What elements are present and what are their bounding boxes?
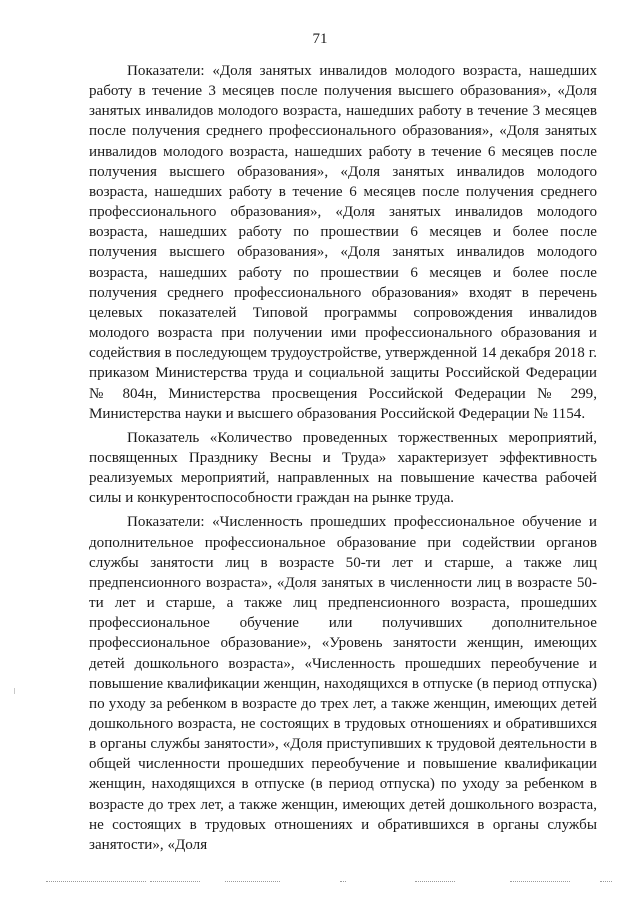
scan-artifact (510, 881, 570, 885)
scan-artifact (46, 881, 146, 885)
paragraph-disabled-youth-indicators: Показатели: «Доля занятых инвалидов молодого возраста, нашедших работу в течение 3 месяцев после получения высшего образования», «Доля занятых инвалидов молодого возраста, нашедших работу в течение 3 месяцев после получения среднего профессионального образования», «Доля занятых инвалидов молодого возраста, нашедших работу в течение 6 месяцев после получения высшего образования», «Доля занятых инвалидов молодого возраста, нашедших работу в течение 6 месяцев после получения среднего профессионального образования», «Доля занятых инвалидов молодого возраста, нашедших работу по прошествии 6 месяцев и более после получения высшего образования», «Доля занятых инвалидов молодого возраста, нашедших работу по прошествии 6 месяцев и более после получения среднего профессионального образования» входят в перечень целевых показателей Типовой программы сопровождения инвалидов молодого возраста при получении ими профессионального образования и содействия в последующем трудоустройстве, утвержденной 14 декабря 2018 г. приказом Министерства труда и социальной защиты Российской Федерации № 804н, Министерства просвещения Российской Федерации № 299, Министерства науки и высшего образования Российской Федерации № 1154. (89, 63, 597, 422)
scan-artifact (600, 881, 612, 885)
scan-edge-mark (14, 688, 15, 694)
body-text (89, 61, 597, 859)
scan-artifact (340, 881, 346, 885)
scan-artifact (415, 881, 455, 885)
paragraph-spring-labour-holiday-indicator: Показатель «Количество проведенных торжественных мероприятий, посвященных Празднику Весны и Труда» характеризует эффективность реализуемых мероприятий, направленных на повышение качества рабочей силы и конкурентоспособности граждан на рынке труда. (89, 429, 597, 507)
scan-artifact (150, 881, 200, 885)
page-number: 71 (312, 31, 328, 47)
scan-artifact (225, 881, 280, 885)
paragraph-retraining-indicators: Показатели: «Численность прошедших профессиональное обучение и дополнительное профессиональное образование при содействии органов службы занятости лиц в возрасте 50-ти лет и старше, а также лиц предпенсионного возраста», «Доля занятых в численности лиц в возрасте 50-ти лет и старше, а также лиц предпенсионного возраста, прошедших профессиональное обучение или получивших дополнительное профессиональное образование», «Уровень занятости женщин, имеющих детей дошкольного возраста», «Численность прошедших переобучение и повышение квалификации женщин, находящихся в отпуске (в период отпуска) по уходу за ребенком в возрасте до трех лет, а также женщин, имеющих детей дошкольного возраста, не состоящих в трудовых отношениях и обратившихся в органы службы занятости», «Доля приступивших к трудовой деятельности в общей численности прошедших переобучение и повышение квалификации женщин, находящихся в отпуске (в период отпуска) по уходу за ребенком в возрасте до трех лет, а также женщин, имеющих детей дошкольного возраста, не состоящих в трудовых отношениях и обратившихся в органы службы занятости», «Доля (89, 514, 597, 853)
